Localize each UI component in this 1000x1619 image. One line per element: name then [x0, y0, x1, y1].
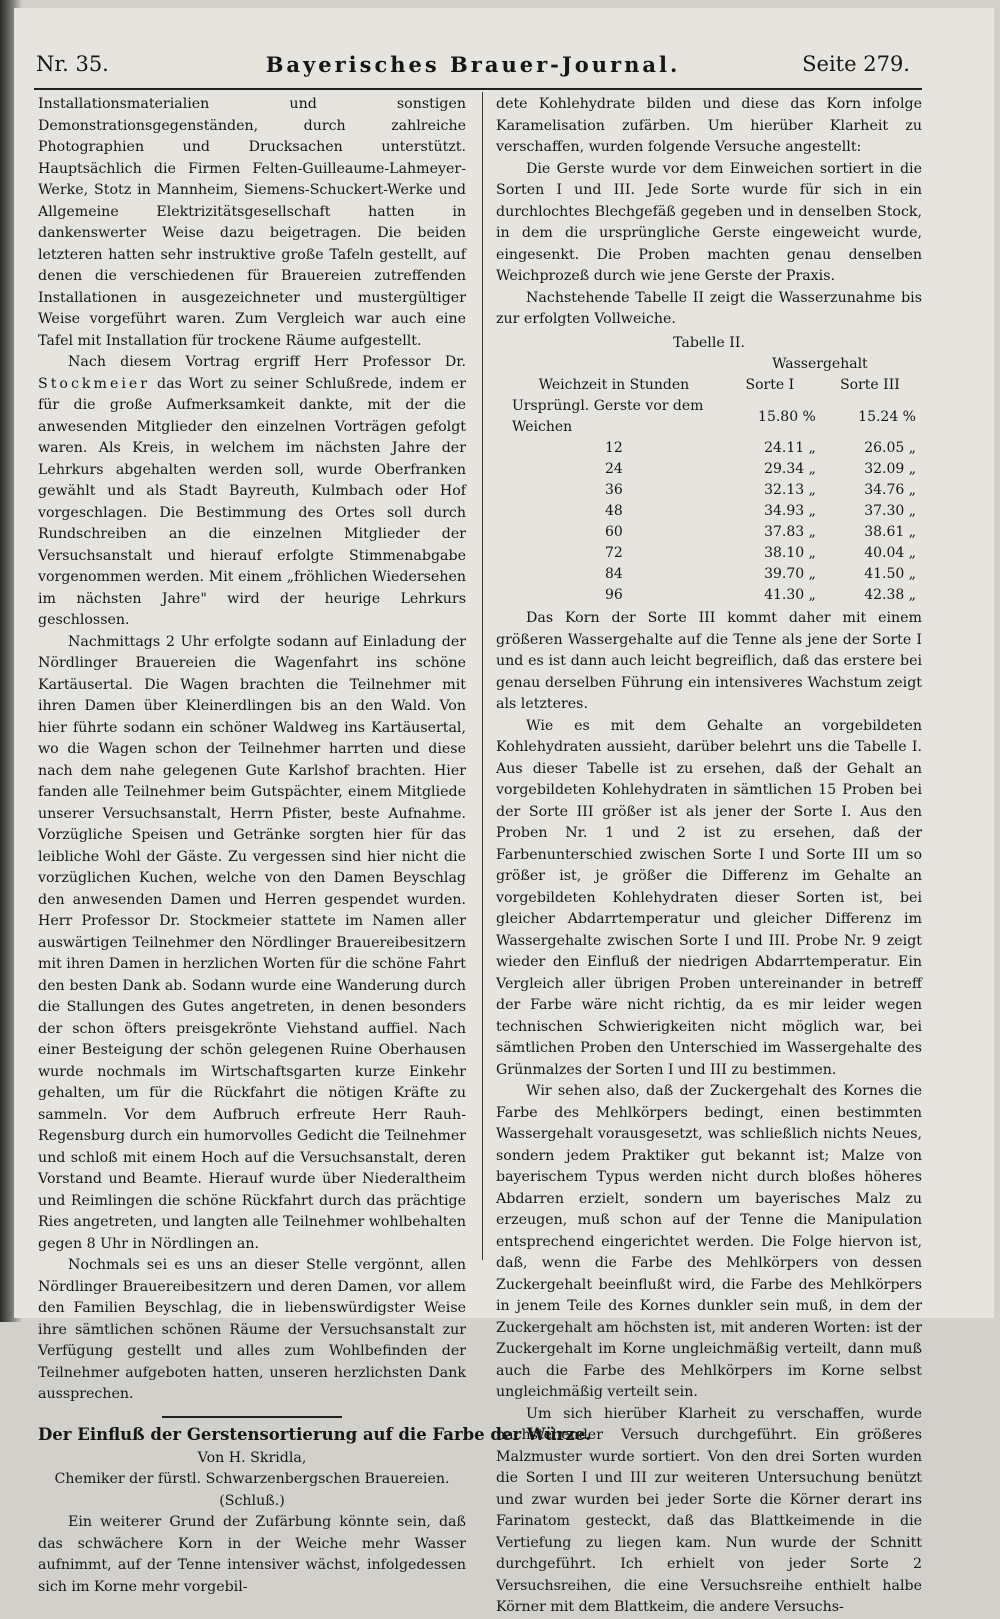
- table-group-header-row: [508, 354, 920, 375]
- table-cell: 24.11 „: [764, 440, 816, 456]
- table-cell: 41.50 „: [864, 566, 916, 582]
- table-cell: Ursprüngl. Gerste vor dem Weichen: [512, 398, 704, 435]
- table-cell: 15.80 %: [758, 408, 816, 425]
- paragraph: Wie es mit dem Gehalte an vorgebildeten Kohlehydraten aussieht, darüber belehrt uns die Tabelle I. Aus dieser Tabelle ist zu ersehen, daß der Gehalt an vorgebildeten Kohlehydraten in sämtlichen 15 Proben bei der Sorte III größer ist als jener der Sorte I. Aus den Proben Nr. 1 und 2 ist zu ersehen, daß der Farbenunterschied zwischen Sorte I und Sorte III um so größer ist, je größer die Differenz im Gehalte an vorgebildeten Kohlehydraten dieser Sorten ist, bei gleicher Abdarrtemperatur und gleicher Differenz im Wassergehalte zwischen Sorte I und III. Probe Nr. 9 zeigt wieder den Einfluß der niedrigen Abdarrtemperatur. Ein Vergleich aller übrigen Proben untereinander in betreff der Farbe wäre nicht richtig, da es mir leider wegen technischen Schwierigkeiten nicht möglich war, bei sämtlichen Proben den Unterschied im Wassergehalte des Grünmalzes der Sorten I und III zu bestimmen.: [496, 717, 922, 1078]
- paragraph: Die Gerste wurde vor dem Einweichen sortiert in die Sorten I und III. Jede Sorte wurde für sich in ein durchlochtes Blechgefäß gegeben und in denselben Stock, in dem die ursprüngliche Gerste eingeweicht wurde, eingesenkt. Die Proben machten genau denselben Weichprozeß durch wie jene Gerste der Praxis.: [496, 160, 922, 284]
- paragraph: Installationsmaterialien und sonstigen Demonstrationsgegenständen, durch zahlreiche Photographien und Drucksachen unterstützt. Hauptsächlich die Firmen Felten-Guilleaume-Lahmeyer-Werke, Stotz in Mannheim, Siemens-Schuckert-Werke und Allgemeine Elektrizitätsgesellschaft hatten in dankenswerter Weise dazu beigetragen. Die beiden letzteren hatten sehr instruktive große Tafeln gestellt, auf denen die verschiedenen für Brauereien zutreffenden Installationen in ausgezeichneter und mustergültiger Weise vorgeführt waren. Zum Vergleich war auch eine Tafel mit Installation für trockene Räume aufgestellt.: [38, 96, 466, 349]
- table-cell: 24: [604, 461, 623, 477]
- column-header: Sorte III: [840, 377, 900, 393]
- table-cell: 12: [604, 440, 623, 456]
- table-caption: Tabelle II.: [673, 334, 745, 351]
- table-cell: 26.05 „: [864, 440, 916, 456]
- table-cell: 32.09 „: [864, 461, 916, 477]
- table-row: [508, 459, 920, 480]
- page-number: Seite 279.: [802, 52, 910, 76]
- paragraph: Wir sehen also, daß der Zuckergehalt des Kornes die Farbe des Mehlkörpers bedingt, einen bestimmten Wassergehalt vorausgesetzt, was schließlich nichts Neues, sondern jedem Praktiker gut bekannt ist; Malze von bayerischem Typus werden nicht durch bloßes höheres Abdarren erzielt, sondern um bayerisches Malz zu erzeugen, muß schon auf der Tenne die Manipulation entsprechend eingerichtet werden. Die Folge hiervon ist, daß, wenn die Farbe des Mehlkörpers von dessen Zuckergehalt beeinflußt wird, die Farbe des Mehlkörpers in jenem Teile des Kornes dunkler sein muß, in dem der Zuckergehalt am höchsten ist, mit anderen Worten: ist der Zuckergehalt im Korne ungleichmäßig verteilt, dann muß auch die Farbe des Mehlkörpers im Korne selbst ungleichmäßig verteilt sein.: [496, 1083, 922, 1400]
- page-header: [36, 52, 910, 86]
- left-column: [38, 94, 592, 1598]
- spaced-name: Stockmeier: [38, 375, 151, 392]
- article-title: Der Einfluß der Gerstensortierung auf die Farbe der Würze.: [38, 1424, 592, 1444]
- paragraph: Nachstehende Tabelle II zeigt die Wasserzunahme bis zur erfolgten Vollweiche.: [496, 289, 922, 327]
- paragraph: Nachmittags 2 Uhr erfolgte sodann auf Einladung der Nördlinger Brauereien die Wagenfahrt ins schöne Kartäusertal. Die Wagen brachten die Teilnehmer mit ihren Damen über Kleinerdlingen bis an den Wald. Von hier führte sodann ein schöner Waldweg ins Kartäusertal, wo die Wagen schon der Teilnehmer harrten und diese nach dem nahe gelegenen Gute Karlshof brachten. Hier fanden alle Teilnehmer beim Gutspächter, einem Mitgliede unserer Versuchsanstalt, Herrn Pfister, beste Aufnahme. Vorzügliche Speisen und Getränke sorgten hier für das leibliche Wohl der Gäste. Zu vergessen sind hier nicht die vorzüglichen Kuchen, welche von den Damen Beyschlag den anwesenden Damen und Herren gespendet wurden. Herr Professor Dr. Stockmeier stattete im Namen aller auswärtigen Teilnehmer den Nördlinger Brauereibesitzern mit ihren Damen in herzlichen Worten für die schöne Fahrt den besten Dank ab. Sodann wurde eine Wanderung durch die Stallungen des Gutes angetreten, in denen besonders der schon öfters preisgekrönte Viehstand auffiel. Nach einer Besteigung der schön gelegenen Ruine Oberhausen wurde nochmals im Wirtschaftsgarten kurze Einkehr gehalten, um für die Rückfahrt die nötigen Kräfte zu sammeln. Vor dem Aufbruch erfreute Herr Rauh-Regensburg durch ein humorvolles Gedicht die Teilnehmer und schloß mit einem Hoch auf die Versuchsanstalt, deren Vorstand und Beamte. Hierauf wurde über Niederaltheim und Reimlingen die schöne Rückfahrt durch das prächtige Ries angetreten, und langten alle Teilnehmer wohlbehalten gegen 8 Uhr in Nördlingen an.: [38, 633, 466, 1252]
- table-cell: 41.30 „: [764, 587, 816, 603]
- header-rule: [34, 88, 922, 90]
- table-cell: 37.30 „: [864, 503, 916, 519]
- byline: Von H. Skridla,: [197, 1449, 307, 1466]
- paragraph: Um sich hierüber Klarheit zu verschaffen, wurde nachstehender Versuch durchgeführt. Ein größeres Malzmuster wurde sortiert. Von den drei Sorten wurden die Sorten I und III zur weiteren Untersuchung benützt und zwar wurden bei jeder Sorte die Körner derart ins Farinatom gesteckt, daß das Blattkeimende in die Vertiefung zu liegen kam. Nun wurde der Schnitt durchgeführt. Ich erhielt von jeder Sorte 2 Versuchsreihen, die eine Versuchsreihe enthielt halbe Körner mit dem Blattkeim, die andere Versuchs-: [496, 1405, 922, 1615]
- table-row: [508, 522, 920, 543]
- paragraph: Ein weiterer Grund der Zufärbung könnte sein, daß das schwächere Korn in der Weiche mehr Wasser aufnimmt, auf der Tenne intensiver wächst, infolgedessen sich im Korne mehr vorgebil-: [38, 1514, 466, 1595]
- table-row: [508, 501, 920, 522]
- table-cell: 48: [604, 503, 623, 519]
- table-cell: 32.13 „: [764, 482, 816, 498]
- article-separator: [162, 1416, 342, 1418]
- issue-number: Nr. 35.: [36, 52, 109, 76]
- journal-title: Bayerisches Brauer-Journal.: [265, 52, 681, 77]
- right-column: [496, 94, 922, 1619]
- table-cell: 29.34 „: [764, 461, 816, 477]
- table-cell: 34.93 „: [764, 503, 816, 519]
- paragraph: Nach diesem Vortrag ergriff Herr Professor Dr. Stockmeier das Wort zu seiner Schlußrede, indem er für die große Aufmerksamkeit dankte, mit der die anwesenden Mitglieder den einzelnen Vorträgen gefolgt waren. Als Kreis, in welchem im nächsten Jahre der Lehrkurs abgehalten werden soll, wurde Oberfranken gewählt und als Stadt Bayreuth, Kulmbach oder Hof vorgeschlagen. Die Bestimmung des Ortes soll durch Rundschreiben an die einzelnen Mitglieder der Versuchsanstalt und hierauf erfolgte Stimmenabgabe vorgenommen werden. Mit einem „fröhlichen Wiedersehen im nächsten Jahre" wird der heurige Lehrkurs geschlossen.: [38, 354, 466, 628]
- table-header-row: [508, 375, 920, 396]
- table-row: [508, 585, 920, 606]
- table-row: [508, 543, 920, 564]
- table-cell: 36: [604, 482, 623, 498]
- column-header: Sorte I: [745, 377, 795, 393]
- table-cell: 84: [604, 566, 623, 582]
- table-cell: 38.10 „: [764, 545, 816, 561]
- table-cell: 38.61 „: [864, 524, 916, 540]
- column-divider: [482, 92, 483, 1260]
- author-affiliation: Chemiker der fürstl. Schwarzenbergschen Brauereien.: [54, 1471, 450, 1487]
- table-cell: 39.70 „: [764, 566, 816, 582]
- table-cell: 34.76 „: [864, 482, 916, 498]
- table-row: [508, 564, 920, 585]
- water-content-table: [508, 354, 920, 606]
- table-cell: 15.24 %: [858, 408, 916, 425]
- table-cell: 60: [604, 524, 623, 540]
- paragraph: Nochmals sei es uns an dieser Stelle vergönnt, allen Nördlinger Brauereibesitzern und deren Damen, vor allem den Familien Beyschlag, die in liebenswürdigster Weise ihre sämtlichen schönen Räume der Versuchsanstalt zur Verfügung gestellt und alles zum Wohlbefinden der Teilnehmer aufgeboten hatten, unseren herzlichsten Dank aussprechen.: [38, 1257, 466, 1402]
- table-cell: 72: [604, 545, 623, 561]
- table-cell: 40.04 „: [864, 545, 916, 561]
- table-row: [508, 480, 920, 501]
- paragraph: Das Korn der Sorte III kommt daher mit einem größeren Wassergehalte auf die Tenne als jene der Sorte I und es ist dann auch leicht begreiflich, daß das erstere bei genau derselben Führung ein intensiveres Wachstum zeigt als letzteres.: [496, 610, 922, 712]
- table-cell: 96: [604, 587, 623, 603]
- column-header: Weichzeit in Stunden: [538, 377, 690, 393]
- continuation-note: (Schluß.): [219, 1492, 285, 1509]
- paragraph: dete Kohlehydrate bilden und diese das Korn infolge Karamelisation zufärben. Um hierüber Klarheit zu verschaffen, wurden folgende Versuche angestellt:: [496, 96, 922, 155]
- table-cell: 42.38 „: [864, 587, 916, 603]
- table-row: [508, 438, 920, 459]
- group-header: Wassergehalt: [772, 356, 868, 372]
- table-row: [508, 396, 920, 438]
- table-cell: 37.83 „: [764, 524, 816, 540]
